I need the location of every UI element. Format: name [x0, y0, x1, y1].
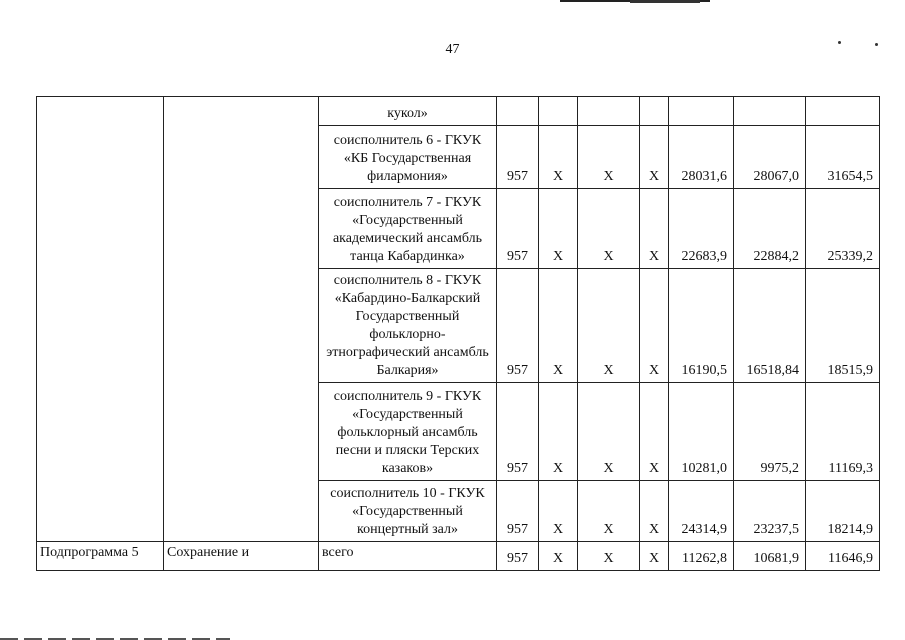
x-cell: X [640, 126, 669, 189]
value-cell: 22683,9 [669, 189, 734, 269]
value-cell: 16190,5 [669, 269, 734, 383]
table-row [37, 97, 880, 126]
program-cell-empty [37, 97, 164, 542]
x-cell: X [539, 542, 578, 571]
value-cell: 18515,9 [806, 269, 880, 383]
subprogram-label: Подпрограмма 5 [37, 542, 164, 571]
subprogram-name: Сохранение и [164, 542, 319, 571]
code-cell [497, 97, 539, 126]
value-cell: 11169,3 [806, 383, 880, 481]
value-cell: 31654,5 [806, 126, 880, 189]
executor-cell: соисполнитель 6 - ГКУК «КБ Государственная филармония» [319, 126, 497, 189]
x-cell: X [539, 269, 578, 383]
x-cell: X [539, 383, 578, 481]
x-cell: X [578, 189, 640, 269]
value-cell: 22884,2 [734, 189, 806, 269]
x-cell: X [578, 481, 640, 542]
page-number: 47 [445, 42, 460, 57]
value-cell: 23237,5 [734, 481, 806, 542]
value-cell: 25339,2 [806, 189, 880, 269]
executor-cell: соисполнитель 7 - ГКУК «Государственный академический ансамбль танца Кабардинка» [319, 189, 497, 269]
executor-cell: соисполнитель 10 - ГКУК «Государственный концертный зал» [319, 481, 497, 542]
x-cell [640, 97, 669, 126]
x-cell: X [578, 126, 640, 189]
value-cell: 24314,9 [669, 481, 734, 542]
x-cell: X [578, 269, 640, 383]
code-cell: 957 [497, 269, 539, 383]
value-cell: 11262,8 [669, 542, 734, 571]
total-label: всего [319, 542, 497, 571]
value-cell: 28031,6 [669, 126, 734, 189]
executor-cell: соисполнитель 8 - ГКУК «Кабардино-Балкарский Государственный фольклорно-этнографический ансамбль Балкария» [319, 269, 497, 383]
value-cell: 28067,0 [734, 126, 806, 189]
value-cell [734, 97, 806, 126]
code-cell: 957 [497, 189, 539, 269]
x-cell: X [640, 383, 669, 481]
code-cell: 957 [497, 542, 539, 571]
executor-cell: кукол» [319, 97, 497, 126]
value-cell [669, 97, 734, 126]
x-cell: X [539, 126, 578, 189]
value-cell: 16518,84 [734, 269, 806, 383]
name-cell-empty [164, 97, 319, 542]
value-cell: 18214,9 [806, 481, 880, 542]
x-cell: X [539, 481, 578, 542]
value-cell: 10681,9 [734, 542, 806, 571]
x-cell [578, 97, 640, 126]
code-cell: 957 [497, 383, 539, 481]
x-cell: X [539, 189, 578, 269]
table-row-subprogram [37, 542, 880, 571]
scan-artifact [630, 0, 700, 3]
x-cell: X [578, 542, 640, 571]
executor-cell: соисполнитель 9 - ГКУК «Государственный фольклорный ансамбль песни и пляски Терских казаков» [319, 383, 497, 481]
value-cell: 10281,0 [669, 383, 734, 481]
code-cell: 957 [497, 481, 539, 542]
x-cell: X [640, 542, 669, 571]
value-cell: 11646,9 [806, 542, 880, 571]
code-cell: 957 [497, 126, 539, 189]
x-cell: X [640, 481, 669, 542]
x-cell [539, 97, 578, 126]
value-cell [806, 97, 880, 126]
value-cell: 9975,2 [734, 383, 806, 481]
budget-table [36, 96, 880, 571]
x-cell: X [640, 269, 669, 383]
x-cell: X [640, 189, 669, 269]
x-cell: X [578, 383, 640, 481]
